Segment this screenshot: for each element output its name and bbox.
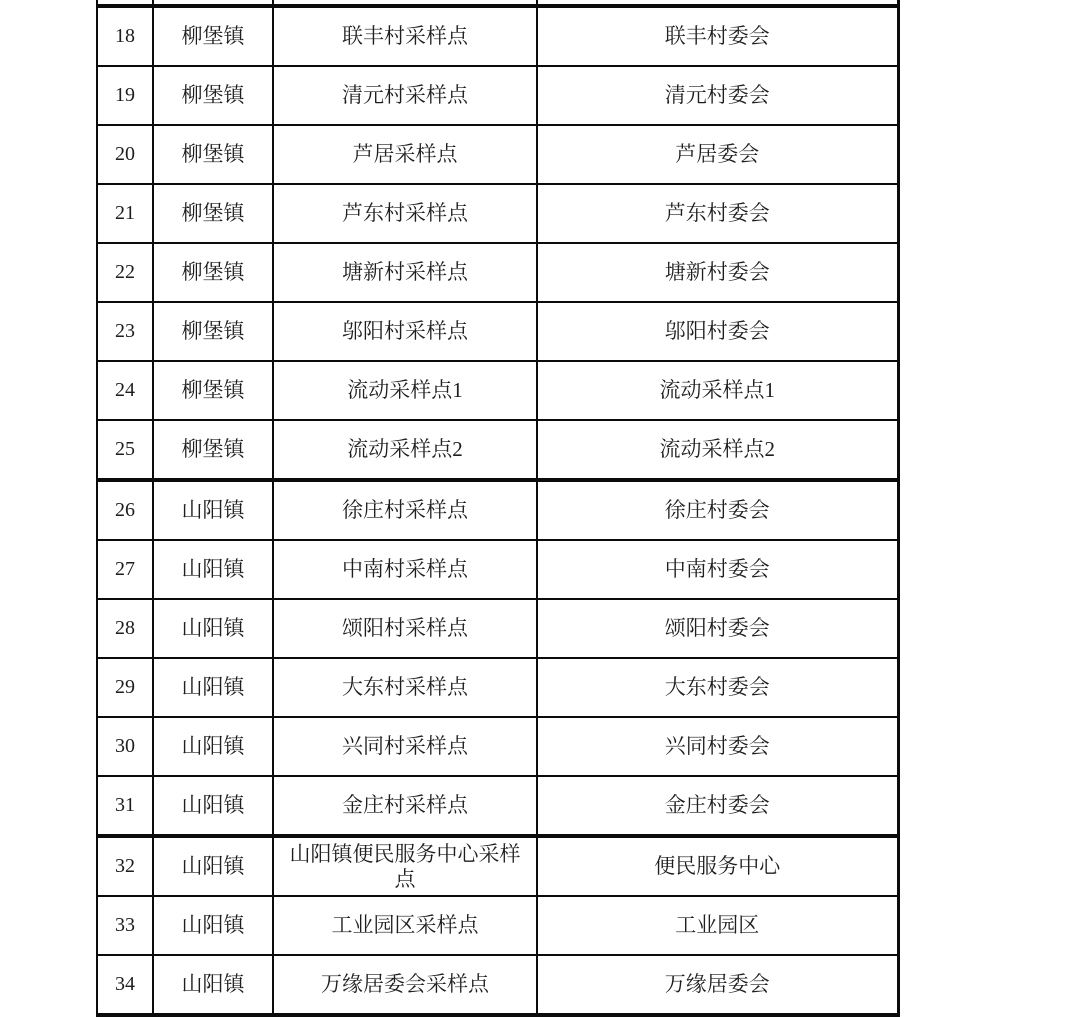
row-number-cell: 29: [97, 658, 153, 717]
table-row: [97, 717, 898, 776]
committee-cell: 邬阳村委会: [537, 302, 898, 361]
town-cell: 柳堡镇: [153, 243, 273, 302]
sampling-site-cell: 工业园区采样点: [273, 896, 537, 955]
sampling-site-cell: 颂阳村采样点: [273, 599, 537, 658]
table-row: [97, 66, 898, 125]
committee-cell: 芦东村委会: [537, 184, 898, 243]
row-number-cell: 18: [97, 6, 153, 66]
row-number-cell: 22: [97, 243, 153, 302]
row-number-cell: 33: [97, 896, 153, 955]
table-row: [97, 836, 898, 896]
committee-cell: 流动采样点1: [537, 361, 898, 420]
committee-cell: 联丰村委会: [537, 6, 898, 66]
table-row: [97, 6, 898, 66]
sampling-site-cell: 芦东村采样点: [273, 184, 537, 243]
town-cell: 山阳镇: [153, 955, 273, 1015]
town-cell: 柳堡镇: [153, 184, 273, 243]
town-cell: 柳堡镇: [153, 361, 273, 420]
row-number-cell: 24: [97, 361, 153, 420]
committee-cell: 芦居委会: [537, 125, 898, 184]
table-row: [97, 955, 898, 1015]
row-number-cell: 20: [97, 125, 153, 184]
sampling-site-cell: 流动采样点2: [273, 420, 537, 480]
committee-cell: 便民服务中心: [537, 836, 898, 896]
sampling-site-cell: 山阳镇便民服务中心采样点: [273, 836, 537, 896]
table-row: [97, 776, 898, 836]
committee-cell: 中南村委会: [537, 540, 898, 599]
table-row: [97, 540, 898, 599]
sampling-site-cell: 联丰村采样点: [273, 6, 537, 66]
sampling-site-cell: 邬阳村采样点: [273, 302, 537, 361]
committee-cell: 兴同村委会: [537, 717, 898, 776]
sampling-points-table: [96, 0, 900, 1017]
row-number-cell: 31: [97, 776, 153, 836]
committee-cell: 流动采样点2: [537, 420, 898, 480]
sampling-site-cell: 万缘居委会采样点: [273, 955, 537, 1015]
committee-cell: 颂阳村委会: [537, 599, 898, 658]
table-row: [97, 361, 898, 420]
town-cell: 山阳镇: [153, 480, 273, 540]
row-number-cell: 30: [97, 717, 153, 776]
committee-cell: 万缘居委会: [537, 955, 898, 1015]
town-cell: 山阳镇: [153, 717, 273, 776]
sampling-site-cell: 大东村采样点: [273, 658, 537, 717]
committee-cell: 大东村委会: [537, 658, 898, 717]
table-row: [97, 896, 898, 955]
committee-cell: 塘新村委会: [537, 243, 898, 302]
town-cell: 柳堡镇: [153, 66, 273, 125]
table-body: [97, 0, 898, 1015]
town-cell: 柳堡镇: [153, 302, 273, 361]
sampling-site-cell: 清元村采样点: [273, 66, 537, 125]
row-number-cell: 26: [97, 480, 153, 540]
sampling-site-cell: 芦居采样点: [273, 125, 537, 184]
table-row: [97, 420, 898, 480]
town-cell: 山阳镇: [153, 776, 273, 836]
town-cell: 山阳镇: [153, 540, 273, 599]
committee-cell: 金庄村委会: [537, 776, 898, 836]
table-row: [97, 302, 898, 361]
committee-cell: 徐庄村委会: [537, 480, 898, 540]
table-row: [97, 599, 898, 658]
sampling-site-cell: 流动采样点1: [273, 361, 537, 420]
table-row: [97, 243, 898, 302]
table-row: [97, 658, 898, 717]
row-number-cell: 25: [97, 420, 153, 480]
sampling-site-cell: 徐庄村采样点: [273, 480, 537, 540]
row-number-cell: 28: [97, 599, 153, 658]
row-number-cell: 34: [97, 955, 153, 1015]
committee-cell: 工业园区: [537, 896, 898, 955]
town-cell: 山阳镇: [153, 896, 273, 955]
sampling-site-cell: 兴同村采样点: [273, 717, 537, 776]
table-row: [97, 125, 898, 184]
row-number-cell: 27: [97, 540, 153, 599]
town-cell: 山阳镇: [153, 599, 273, 658]
table-row: [97, 184, 898, 243]
sampling-site-cell: 金庄村采样点: [273, 776, 537, 836]
row-number-cell: 21: [97, 184, 153, 243]
table-row: [97, 480, 898, 540]
committee-cell: 清元村委会: [537, 66, 898, 125]
town-cell: 山阳镇: [153, 658, 273, 717]
sampling-site-cell: 中南村采样点: [273, 540, 537, 599]
town-cell: 柳堡镇: [153, 420, 273, 480]
town-cell: 柳堡镇: [153, 6, 273, 66]
row-number-cell: 32: [97, 836, 153, 896]
row-number-cell: 19: [97, 66, 153, 125]
town-cell: 柳堡镇: [153, 125, 273, 184]
town-cell: 山阳镇: [153, 836, 273, 896]
sampling-site-cell: 塘新村采样点: [273, 243, 537, 302]
row-number-cell: 23: [97, 302, 153, 361]
